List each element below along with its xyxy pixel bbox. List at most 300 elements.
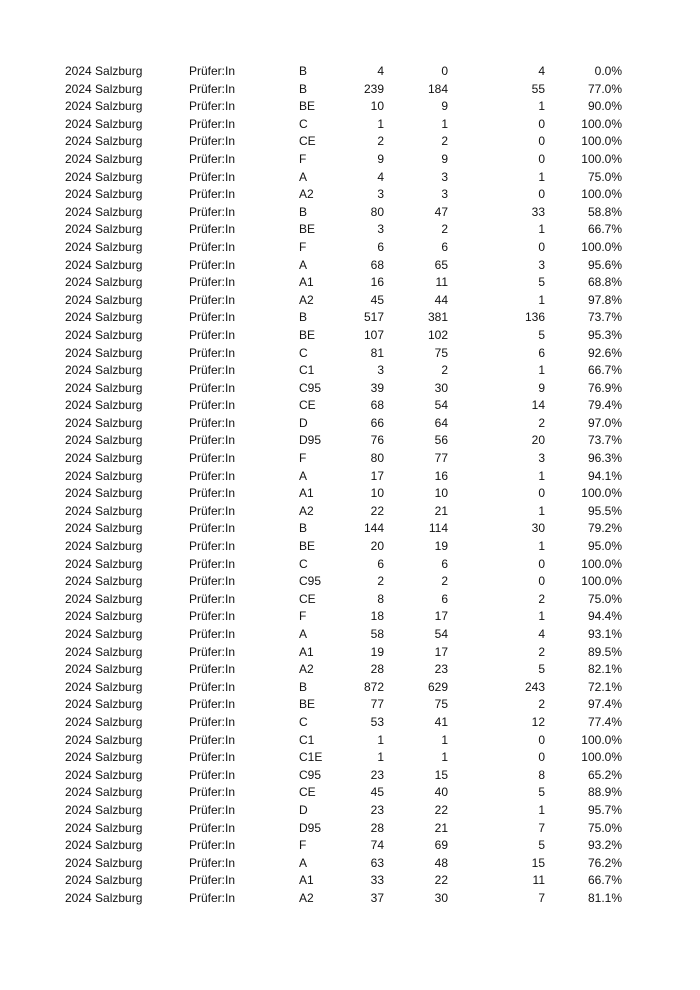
year-region-cell: 2024 Salzburg <box>65 539 143 554</box>
year-region-cell: 2024 Salzburg <box>65 151 143 166</box>
license-class-cell: A2 <box>299 292 314 307</box>
failed-count-cell: 4 <box>538 64 545 78</box>
table-row <box>0 855 700 873</box>
passed-count-cell: 381 <box>427 310 448 325</box>
failed-count-cell: 6 <box>538 345 545 360</box>
failed-count-cell: 0 <box>538 151 545 166</box>
license-class-cell: D <box>299 415 308 430</box>
pass-rate-cell: 73.7% <box>587 310 622 325</box>
license-class-cell: B <box>299 81 308 96</box>
total-count-cell: 28 <box>370 662 384 677</box>
pass-rate-cell: 76.2% <box>587 855 622 870</box>
passed-count-cell: 2 <box>441 134 448 149</box>
passed-count-cell: 1 <box>441 116 448 131</box>
license-class-cell: CE <box>299 134 316 149</box>
license-class-cell: A <box>299 257 308 272</box>
failed-count-cell: 1 <box>538 609 545 624</box>
examiner-role-cell: Prüfer:In <box>189 257 236 272</box>
failed-count-cell: 12 <box>531 714 545 729</box>
year-region-cell: 2024 Salzburg <box>65 64 143 78</box>
table-row <box>0 485 700 503</box>
examiner-role-cell: Prüfer:In <box>189 679 236 694</box>
license-class-cell: CE <box>299 398 316 413</box>
failed-count-cell: 0 <box>538 187 545 202</box>
year-region-cell: 2024 Salzburg <box>65 838 143 853</box>
total-count-cell: 19 <box>370 644 384 659</box>
examiner-role-cell: Prüfer:In <box>189 591 236 606</box>
total-count-cell: 9 <box>377 151 384 166</box>
year-region-cell: 2024 Salzburg <box>65 451 143 466</box>
passed-count-cell: 15 <box>434 767 448 782</box>
total-count-cell: 58 <box>370 627 384 641</box>
year-region-cell: 2024 Salzburg <box>65 134 143 149</box>
total-count-cell: 4 <box>377 169 384 184</box>
failed-count-cell: 9 <box>538 380 545 395</box>
year-region-cell: 2024 Salzburg <box>65 521 143 536</box>
pass-rate-cell: 0.0% <box>594 64 622 78</box>
passed-count-cell: 22 <box>434 802 448 817</box>
passed-count-cell: 40 <box>434 785 448 800</box>
passed-count-cell: 41 <box>434 714 448 729</box>
total-count-cell: 81 <box>370 345 384 360</box>
year-region-cell: 2024 Salzburg <box>65 363 143 378</box>
examiner-role-cell: Prüfer:In <box>189 627 236 641</box>
passed-count-cell: 64 <box>434 415 448 430</box>
total-count-cell: 18 <box>370 609 384 624</box>
total-count-cell: 80 <box>370 451 384 466</box>
total-count-cell: 33 <box>370 873 384 888</box>
examiner-role-cell: Prüfer:In <box>189 451 236 466</box>
examiner-role-cell: Prüfer:In <box>189 169 236 184</box>
table-row <box>0 608 700 626</box>
license-class-cell: CE <box>299 785 316 800</box>
table-row <box>0 767 700 785</box>
total-count-cell: 23 <box>370 802 384 817</box>
passed-count-cell: 47 <box>434 204 448 219</box>
failed-count-cell: 5 <box>538 785 545 800</box>
total-count-cell: 144 <box>363 521 384 536</box>
examiner-role-cell: Prüfer:In <box>189 486 236 501</box>
year-region-cell: 2024 Salzburg <box>65 679 143 694</box>
table-row <box>0 309 700 327</box>
license-class-cell: A1 <box>299 275 314 290</box>
total-count-cell: 76 <box>370 433 384 448</box>
year-region-cell: 2024 Salzburg <box>65 257 143 272</box>
pass-rate-cell: 100.0% <box>581 574 622 589</box>
failed-count-cell: 1 <box>538 503 545 518</box>
table-row <box>0 98 700 116</box>
license-class-cell: C1 <box>299 363 315 378</box>
license-class-cell: C95 <box>299 574 322 589</box>
examiner-role-cell: Prüfer:In <box>189 134 236 149</box>
passed-count-cell: 3 <box>441 169 448 184</box>
table-row <box>0 679 700 697</box>
examiner-role-cell: Prüfer:In <box>189 380 236 395</box>
failed-count-cell: 15 <box>531 855 545 870</box>
license-class-cell: B <box>299 679 308 694</box>
passed-count-cell: 2 <box>441 363 448 378</box>
failed-count-cell: 1 <box>538 363 545 378</box>
examiner-role-cell: Prüfer:In <box>189 64 236 78</box>
examiner-role-cell: Prüfer:In <box>189 415 236 430</box>
failed-count-cell: 1 <box>538 99 545 114</box>
table-row <box>0 345 700 363</box>
total-count-cell: 22 <box>370 503 384 518</box>
failed-count-cell: 0 <box>538 556 545 571</box>
year-region-cell: 2024 Salzburg <box>65 802 143 817</box>
pass-rate-cell: 93.1% <box>587 627 622 641</box>
examiner-role-cell: Prüfer:In <box>189 521 236 536</box>
pass-rate-cell: 100.0% <box>581 486 622 501</box>
total-count-cell: 2 <box>377 134 384 149</box>
license-class-cell: B <box>299 310 308 325</box>
license-class-cell: B <box>299 521 308 536</box>
table-row <box>0 362 700 380</box>
license-class-cell: B <box>299 64 308 78</box>
table-row <box>0 204 700 222</box>
pass-rate-cell: 75.0% <box>587 591 622 606</box>
examiner-role-cell: Prüfer:In <box>189 539 236 554</box>
passed-count-cell: 3 <box>441 187 448 202</box>
failed-count-cell: 0 <box>538 134 545 149</box>
license-class-cell: C <box>299 116 308 131</box>
total-count-cell: 16 <box>370 275 384 290</box>
total-count-cell: 239 <box>363 81 384 96</box>
table-row <box>0 450 700 468</box>
table-row <box>0 81 700 99</box>
pass-rate-cell: 97.8% <box>587 292 622 307</box>
passed-count-cell: 54 <box>434 627 448 641</box>
license-class-cell: F <box>299 239 307 254</box>
table-row <box>0 116 700 134</box>
license-class-cell: B <box>299 204 308 219</box>
total-count-cell: 17 <box>370 468 384 483</box>
failed-count-cell: 1 <box>538 802 545 817</box>
pass-rate-cell: 96.3% <box>587 451 622 466</box>
passed-count-cell: 21 <box>434 820 448 835</box>
year-region-cell: 2024 Salzburg <box>65 662 143 677</box>
failed-count-cell: 0 <box>538 750 545 765</box>
pass-rate-cell: 82.1% <box>587 662 622 677</box>
license-class-cell: A2 <box>299 890 314 905</box>
year-region-cell: 2024 Salzburg <box>65 81 143 96</box>
year-region-cell: 2024 Salzburg <box>65 398 143 413</box>
passed-count-cell: 75 <box>434 345 448 360</box>
table-row <box>0 151 700 169</box>
passed-count-cell: 23 <box>434 662 448 677</box>
table-row <box>0 221 700 239</box>
year-region-cell: 2024 Salzburg <box>65 239 143 254</box>
pass-rate-cell: 68.8% <box>587 275 622 290</box>
failed-count-cell: 5 <box>538 275 545 290</box>
total-count-cell: 53 <box>370 714 384 729</box>
total-count-cell: 74 <box>370 838 384 853</box>
examiner-role-cell: Prüfer:In <box>189 239 236 254</box>
failed-count-cell: 0 <box>538 486 545 501</box>
table-row <box>0 186 700 204</box>
year-region-cell: 2024 Salzburg <box>65 820 143 835</box>
pass-rate-cell: 100.0% <box>581 732 622 747</box>
total-count-cell: 28 <box>370 820 384 835</box>
license-class-cell: A <box>299 627 308 641</box>
year-region-cell: 2024 Salzburg <box>65 556 143 571</box>
license-class-cell: F <box>299 609 307 624</box>
total-count-cell: 4 <box>377 64 384 78</box>
year-region-cell: 2024 Salzburg <box>65 380 143 395</box>
failed-count-cell: 11 <box>532 873 545 888</box>
passed-count-cell: 21 <box>434 503 448 518</box>
license-class-cell: A1 <box>299 644 314 659</box>
failed-count-cell: 20 <box>531 433 545 448</box>
failed-count-cell: 2 <box>538 697 545 712</box>
failed-count-cell: 7 <box>538 890 545 905</box>
pass-rate-cell: 66.7% <box>587 873 622 888</box>
pass-rate-cell: 73.7% <box>587 433 622 448</box>
passed-count-cell: 184 <box>427 81 448 96</box>
failed-count-cell: 0 <box>538 732 545 747</box>
passed-count-cell: 56 <box>434 433 448 448</box>
total-count-cell: 1 <box>377 750 384 765</box>
total-count-cell: 6 <box>377 556 384 571</box>
total-count-cell: 23 <box>370 767 384 782</box>
table-row <box>0 872 700 890</box>
passed-count-cell: 6 <box>441 591 448 606</box>
year-region-cell: 2024 Salzburg <box>65 99 143 114</box>
examiner-role-cell: Prüfer:In <box>189 116 236 131</box>
license-class-cell: BE <box>299 697 316 712</box>
pass-rate-cell: 100.0% <box>581 750 622 765</box>
license-class-cell: C <box>299 345 308 360</box>
total-count-cell: 39 <box>370 380 384 395</box>
license-class-cell: F <box>299 451 307 466</box>
table-row <box>0 784 700 802</box>
examiner-role-cell: Prüfer:In <box>189 750 236 765</box>
license-class-cell: C95 <box>299 380 322 395</box>
examiner-role-cell: Prüfer:In <box>189 556 236 571</box>
passed-count-cell: 75 <box>434 697 448 712</box>
table-row <box>0 644 700 662</box>
table-row <box>0 133 700 151</box>
failed-count-cell: 55 <box>531 81 545 96</box>
passed-count-cell: 69 <box>434 838 448 853</box>
passed-count-cell: 30 <box>434 890 448 905</box>
examiner-role-cell: Prüfer:In <box>189 609 236 624</box>
year-region-cell: 2024 Salzburg <box>65 275 143 290</box>
passed-count-cell: 6 <box>441 556 448 571</box>
pass-rate-cell: 92.6% <box>587 345 622 360</box>
license-class-cell: C95 <box>299 767 322 782</box>
table-row <box>0 415 700 433</box>
pass-rate-cell: 79.2% <box>587 521 622 536</box>
license-class-cell: A2 <box>299 503 314 518</box>
total-count-cell: 1 <box>377 116 384 131</box>
examiner-role-cell: Prüfer:In <box>189 644 236 659</box>
failed-count-cell: 5 <box>538 662 545 677</box>
license-class-cell: BE <box>299 539 316 554</box>
failed-count-cell: 30 <box>531 521 545 536</box>
license-class-cell: D <box>299 802 308 817</box>
year-region-cell: 2024 Salzburg <box>65 503 143 518</box>
passed-count-cell: 9 <box>441 151 448 166</box>
table-row <box>0 468 700 486</box>
examiner-role-cell: Prüfer:In <box>189 732 236 747</box>
license-class-cell: A2 <box>299 187 314 202</box>
examiner-role-cell: Prüfer:In <box>189 292 236 307</box>
failed-count-cell: 136 <box>524 310 545 325</box>
examiner-role-cell: Prüfer:In <box>189 204 236 219</box>
pass-rate-cell: 88.9% <box>587 785 622 800</box>
failed-count-cell: 8 <box>538 767 545 782</box>
total-count-cell: 37 <box>370 890 384 905</box>
pass-rate-cell: 89.5% <box>587 644 622 659</box>
pass-rate-cell: 97.4% <box>587 697 622 712</box>
examiner-role-cell: Prüfer:In <box>189 433 236 448</box>
license-class-cell: CE <box>299 591 316 606</box>
passed-count-cell: 17 <box>434 609 448 624</box>
pass-rate-cell: 95.3% <box>587 327 622 342</box>
total-count-cell: 1 <box>377 732 384 747</box>
year-region-cell: 2024 Salzburg <box>65 187 143 202</box>
passed-count-cell: 30 <box>434 380 448 395</box>
table-row <box>0 274 700 292</box>
passed-count-cell: 0 <box>441 64 448 78</box>
examiner-role-cell: Prüfer:In <box>189 275 236 290</box>
pass-rate-cell: 93.2% <box>587 838 622 853</box>
failed-count-cell: 5 <box>538 327 545 342</box>
passed-count-cell: 44 <box>434 292 448 307</box>
total-count-cell: 3 <box>377 222 384 237</box>
examiner-role-cell: Prüfer:In <box>189 187 236 202</box>
year-region-cell: 2024 Salzburg <box>65 785 143 800</box>
table-row <box>0 63 700 81</box>
license-class-cell: A1 <box>299 486 314 501</box>
table-row <box>0 661 700 679</box>
table-row <box>0 890 700 908</box>
pass-rate-cell: 65.2% <box>587 767 622 782</box>
examiner-role-cell: Prüfer:In <box>189 574 236 589</box>
examiner-role-cell: Prüfer:In <box>189 81 236 96</box>
total-count-cell: 107 <box>363 327 384 342</box>
passed-count-cell: 1 <box>441 732 448 747</box>
total-count-cell: 872 <box>363 679 384 694</box>
pass-rate-cell: 75.0% <box>587 169 622 184</box>
failed-count-cell: 1 <box>538 292 545 307</box>
license-class-cell: C <box>299 556 308 571</box>
total-count-cell: 80 <box>370 204 384 219</box>
table-row <box>0 432 700 450</box>
total-count-cell: 6 <box>377 239 384 254</box>
total-count-cell: 2 <box>377 574 384 589</box>
failed-count-cell: 2 <box>538 591 545 606</box>
pass-rate-cell: 75.0% <box>587 820 622 835</box>
failed-count-cell: 2 <box>538 415 545 430</box>
examiner-role-cell: Prüfer:In <box>189 873 236 888</box>
passed-count-cell: 9 <box>441 99 448 114</box>
passed-count-cell: 2 <box>441 574 448 589</box>
pass-rate-cell: 90.0% <box>587 99 622 114</box>
failed-count-cell: 14 <box>531 398 545 413</box>
total-count-cell: 45 <box>370 785 384 800</box>
pass-rate-cell: 95.5% <box>587 503 622 518</box>
pass-rate-cell: 95.0% <box>587 539 622 554</box>
license-class-cell: F <box>299 838 307 853</box>
examiner-role-cell: Prüfer:In <box>189 820 236 835</box>
license-class-cell: A1 <box>299 873 314 888</box>
year-region-cell: 2024 Salzburg <box>65 574 143 589</box>
passed-count-cell: 17 <box>434 644 448 659</box>
failed-count-cell: 243 <box>524 679 545 694</box>
table-row <box>0 169 700 187</box>
pass-rate-cell: 100.0% <box>581 239 622 254</box>
examiner-role-cell: Prüfer:In <box>189 345 236 360</box>
license-class-cell: D95 <box>299 820 322 835</box>
year-region-cell: 2024 Salzburg <box>65 345 143 360</box>
pass-rate-cell: 72.1% <box>587 679 622 694</box>
examiner-role-cell: Prüfer:In <box>189 327 236 342</box>
total-count-cell: 8 <box>377 591 384 606</box>
failed-count-cell: 5 <box>538 838 545 853</box>
passed-count-cell: 16 <box>434 468 448 483</box>
passed-count-cell: 2 <box>441 222 448 237</box>
passed-count-cell: 65 <box>434 257 448 272</box>
license-class-cell: A2 <box>299 662 314 677</box>
passed-count-cell: 54 <box>434 398 448 413</box>
year-region-cell: 2024 Salzburg <box>65 433 143 448</box>
failed-count-cell: 1 <box>538 539 545 554</box>
table-row <box>0 696 700 714</box>
year-region-cell: 2024 Salzburg <box>65 591 143 606</box>
year-region-cell: 2024 Salzburg <box>65 732 143 747</box>
license-class-cell: C1E <box>299 750 323 765</box>
examiner-role-cell: Prüfer:In <box>189 151 236 166</box>
license-class-cell: BE <box>299 99 316 114</box>
failed-count-cell: 1 <box>538 468 545 483</box>
failed-count-cell: 0 <box>538 116 545 131</box>
year-region-cell: 2024 Salzburg <box>65 292 143 307</box>
passed-count-cell: 48 <box>434 855 448 870</box>
table-row <box>0 327 700 345</box>
license-class-cell: A <box>299 468 308 483</box>
table-row <box>0 239 700 257</box>
examiner-role-cell: Prüfer:In <box>189 697 236 712</box>
examiner-role-cell: Prüfer:In <box>189 468 236 483</box>
failed-count-cell: 1 <box>538 222 545 237</box>
license-class-cell: BE <box>299 222 316 237</box>
total-count-cell: 68 <box>370 257 384 272</box>
pass-rate-cell: 58.8% <box>587 204 622 219</box>
total-count-cell: 3 <box>377 187 384 202</box>
passed-count-cell: 1 <box>441 750 448 765</box>
year-region-cell: 2024 Salzburg <box>65 310 143 325</box>
year-region-cell: 2024 Salzburg <box>65 204 143 219</box>
table-row <box>0 714 700 732</box>
license-class-cell: C1 <box>299 732 315 747</box>
failed-count-cell: 3 <box>538 257 545 272</box>
total-count-cell: 10 <box>370 486 384 501</box>
total-count-cell: 45 <box>370 292 384 307</box>
passed-count-cell: 11 <box>435 275 448 290</box>
year-region-cell: 2024 Salzburg <box>65 714 143 729</box>
table-row <box>0 257 700 275</box>
total-count-cell: 517 <box>363 310 384 325</box>
license-class-cell: A <box>299 169 308 184</box>
pass-rate-cell: 79.4% <box>587 398 622 413</box>
examiner-role-cell: Prüfer:In <box>189 714 236 729</box>
pass-rate-cell: 77.0% <box>587 81 622 96</box>
table-row <box>0 591 700 609</box>
table-row <box>0 749 700 767</box>
table-row <box>0 802 700 820</box>
